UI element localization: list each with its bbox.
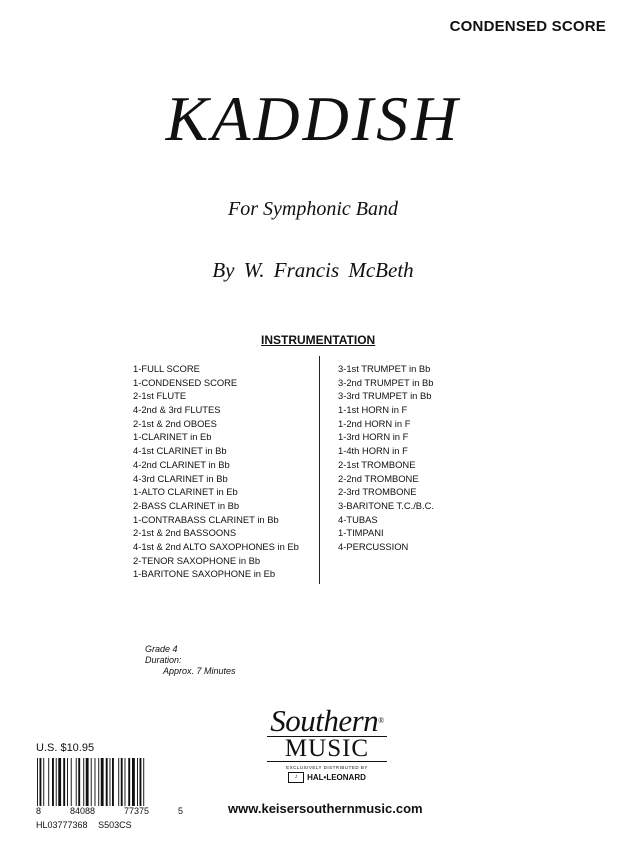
hal-leonard-icon: ♪ [288, 772, 304, 783]
instrument-item: 4-PERCUSSION [338, 540, 409, 552]
hal-leonard-logo: ♪ HAL•LEONARD [263, 772, 391, 783]
distributed-by-text: EXCLUSIVELY DISTRIBUTED BY [286, 765, 368, 770]
instrument-item: 4-TUBAS [338, 513, 378, 525]
instrument-item: 2-1st FLUTE [133, 390, 187, 402]
duration-value: Approx. 7 Minutes [163, 666, 236, 676]
instrument-item: 2-BASS CLARINET in Bb [133, 499, 240, 511]
instrument-item: 1-FULL SCORE [133, 363, 200, 374]
instrument-item: 1-TIMPANI [338, 527, 384, 539]
instrument-item: 1-4th HORN in F [338, 445, 408, 457]
publisher-url[interactable]: www.keisersouthernmusic.com [228, 801, 423, 816]
instrument-item: 1-CLARINET in Eb [133, 431, 212, 443]
grade-label: Grade 4 [145, 644, 178, 654]
catalog-number: HL03777368 [36, 820, 88, 830]
instrumentation-left-column [133, 362, 299, 581]
instrument-item: 3-1st TRUMPET in Bb [338, 363, 431, 374]
instrument-item: 4-2nd CLARINET in Bb [133, 458, 230, 470]
instrument-item: 2-1st & 2nd OBOES [133, 417, 217, 429]
instrument-item: 1-3rd HORN in F [338, 431, 409, 443]
instrument-item: 1-CONTRABASS CLARINET in Bb [133, 513, 279, 525]
column-divider [319, 356, 320, 584]
instrument-item: 2-1st & 2nd BASSOONS [133, 527, 237, 539]
instrument-item: 3-BARITONE T.C./B.C. [338, 499, 435, 511]
page-title: KADDISH [165, 83, 461, 154]
instrument-item: 1-BARITONE SAXOPHONE in Eb [133, 568, 276, 580]
subtitle: For Symphonic Band [228, 198, 398, 220]
instrument-item: 4-1st CLARINET in Bb [133, 445, 227, 457]
instrument-item: 2-1st TROMBONE [338, 458, 416, 470]
instrument-item: 1-CONDENSED SCORE [133, 376, 238, 388]
publisher-logo [263, 703, 391, 783]
logo-music: MUSIC [267, 736, 387, 762]
logo-southern: Southern® [270, 703, 384, 738]
instrument-item: 2-TENOR SAXOPHONE in Bb [133, 554, 261, 566]
barcode-digits: 8 84088 77375 5 [36, 806, 183, 816]
instrument-item: 3-2nd TRUMPET in Bb [338, 376, 434, 388]
duration-label: Duration: [145, 655, 182, 665]
score-code: S503CS [98, 820, 132, 830]
instrumentation-right-column [338, 362, 434, 554]
instrument-item: 2-2nd TROMBONE [338, 472, 419, 484]
instrument-item: 2-3rd TROMBONE [338, 486, 417, 498]
composer: By W. Francis McBeth [212, 258, 414, 282]
condensed-score-label: CONDENSED SCORE [449, 18, 606, 35]
instrument-item: 4-2nd & 3rd FLUTES [133, 404, 221, 416]
instrument-item: 4-3rd CLARINET in Bb [133, 472, 228, 484]
instrument-item: 3-3rd TRUMPET in Bb [338, 390, 432, 402]
instrument-item: 1-ALTO CLARINET in Eb [133, 486, 238, 498]
grade-info [145, 644, 236, 677]
catalog-numbers [36, 820, 132, 830]
price-label: U.S. $10.95 [36, 742, 95, 754]
instrument-item: 4-1st & 2nd ALTO SAXOPHONES in Eb [133, 540, 299, 552]
instrument-item: 1-1st HORN in F [338, 404, 408, 416]
barcode-icon [36, 758, 183, 806]
instrumentation-heading: INSTRUMENTATION [261, 333, 376, 347]
instrument-item: 1-2nd HORN in F [338, 417, 411, 429]
